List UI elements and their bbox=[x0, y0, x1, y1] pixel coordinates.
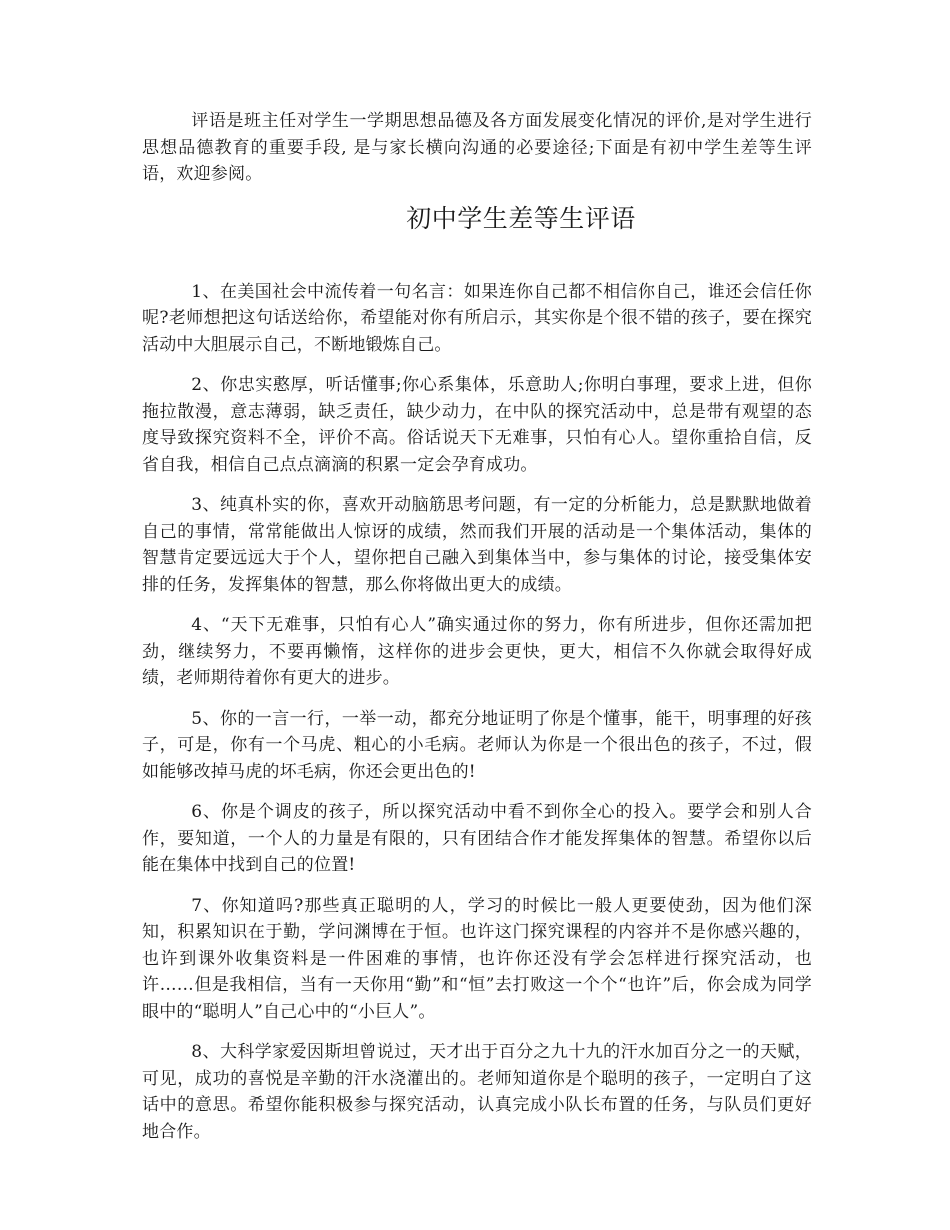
comment-item-6: 6、你是个调皮的孩子，所以探究活动中看不到你全心的投入。要学会和别人合作，要知道，一个人的力量是有限的，只有团结合作才能发挥集体的智慧。希望你以后能在集体中找到自己的位置! bbox=[142, 802, 812, 875]
document-title: 初中学生差等生评语 bbox=[406, 203, 636, 233]
comment-list bbox=[142, 279, 812, 1146]
comment-item-5: 5、你的一言一行，一举一动，都充分地证明了你是个懂事，能干，明事理的好孩子，可是，你有一个马虎、粗心的小毛病。老师认为你是一个很出色的孩子，不过，假如能够改掉马虎的坏毛病，你还会更出色的! bbox=[142, 708, 812, 782]
intro-paragraph: 评语是班主任对学生一学期思想品德及各方面发展变化情况的评价,是对学生进行思想品德教育的重要手段, 是与家长横向沟通的必要途径;下面是有初中学生差等生评语，欢迎参阅。 bbox=[142, 111, 812, 184]
comment-item-7: 7、你知道吗?那些真正聪明的人，学习的时候比一般人更要使劲，因为他们深知，积累知识在于勤，学问渊博在于恒。也许这门探究课程的内容并不是你感兴趣的，也许到课外收集资料是一件困难的事情，也许你还没有学会怎样进行探究活动，也许……但是我相信，当有一天你用“勤”和“恒”去打败这一个个“也许”后，你会成为同学眼中的“聪明人”自己心中的“小巨人”。 bbox=[142, 895, 812, 1022]
comment-item-1: 1、在美国社会中流传着一句名言：如果连你自己都不相信你自己，谁还会信任你呢?老师想把这句话送给你，希望能对你有所启示，其实你是个很不错的孩子，要在探究活动中大胆展示自己，不断地锻炼自己。 bbox=[142, 281, 812, 355]
comment-item-2: 2、你忠实憨厚，听话懂事;你心系集体，乐意助人;你明白事理，要求上进，但你拖拉散漫，意志薄弱，缺乏责任，缺少动力，在中队的探究活动中，总是带有观望的态度导致探究资料不全，评价不高。俗话说天下无难事，只怕有心人。望你重拾自信，反省自我，相信自己点点滴滴的积累一定会孕育成功。 bbox=[142, 375, 812, 475]
comment-item-8: 8、大科学家爱因斯坦曾说过，天才出于百分之九十九的汗水加百分之一的天赋，可见，成功的喜悦是辛勤的汗水浇灌出的。老师知道你是个聪明的孩子，一定明白了这话中的意思。希望你能积极参与探究活动，认真完成小队长布置的任务，与队员们更好地合作。 bbox=[142, 1042, 812, 1142]
document-page bbox=[142, 108, 812, 1159]
comment-item-4: 4、“天下无难事，只怕有心人”确实通过你的努力，你有所进步，但你还需加把劲，继续努力，不要再懒惰，这样你的进步会更快，更大，相信不久你就会取得好成绩，老师期待着你有更大的进步。 bbox=[142, 615, 812, 688]
comment-item-3: 3、纯真朴实的你，喜欢开动脑筋思考问题，有一定的分析能力，总是默默地做着自己的事情，常常能做出人惊讶的成绩，然而我们开展的活动是一个集体活动，集体的智慧肯定要远远大于个人，望你把自己融入到集体当中，参与集体的讨论，接受集体安排的任务，发挥集体的智慧，那么你将做出更大的成绩。 bbox=[142, 495, 812, 595]
